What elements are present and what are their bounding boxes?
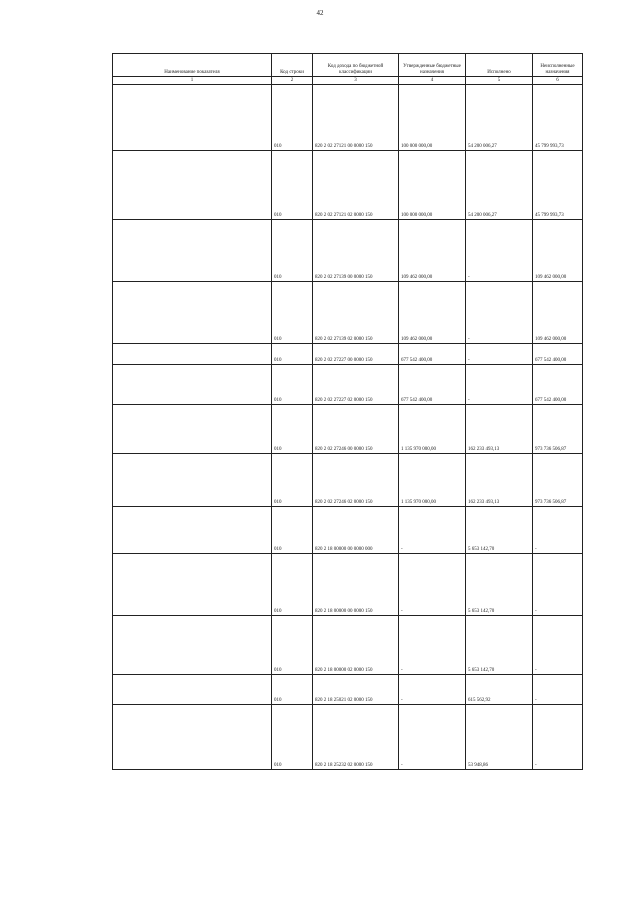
executed-cell: - [466, 220, 533, 282]
remaining-cell: 45 799 993,73 [533, 151, 583, 220]
approved-cell: - [399, 616, 466, 675]
executed-cell: 54 200 006,27 [466, 151, 533, 220]
line-code-cell: 010 [272, 282, 313, 344]
executed-cell: - [466, 344, 533, 365]
table-row [113, 344, 583, 365]
header-indicator-name: Наименование показателя [113, 54, 272, 77]
executed-cell: 54 200 006,27 [466, 85, 533, 151]
budget-code-cell: 820 2 02 27139 00 0000 150 [313, 220, 399, 282]
header-row [113, 54, 583, 77]
approved-cell: - [399, 705, 466, 770]
table-row [113, 220, 583, 282]
approved-cell: 100 000 000,00 [399, 85, 466, 151]
executed-cell: - [466, 282, 533, 344]
executed-cell: 5 653 142,70 [466, 616, 533, 675]
line-code-cell: 010 [272, 151, 313, 220]
remaining-cell: 45 799 993,73 [533, 85, 583, 151]
line-code-cell: 010 [272, 220, 313, 282]
approved-cell: - [399, 554, 466, 616]
remaining-cell: 973 736 506,87 [533, 405, 583, 454]
budget-code-cell: 820 2 02 27139 02 0000 150 [313, 282, 399, 344]
budget-code-cell: 820 2 02 27121 00 0000 150 [313, 85, 399, 151]
header-approved: Утвержденные бюджетные назначения [399, 54, 466, 77]
budget-code-cell: 820 2 02 27246 00 0000 150 [313, 405, 399, 454]
indicator-name-cell [113, 616, 272, 675]
column-number: 3 [313, 77, 399, 85]
indicator-name-cell [113, 344, 272, 365]
approved-cell: 1 135 970 000,00 [399, 454, 466, 507]
line-code-cell: 010 [272, 675, 313, 705]
approved-cell: 677 542 400,00 [399, 365, 466, 405]
table-row [113, 616, 583, 675]
indicator-name-cell [113, 554, 272, 616]
line-code-cell: 010 [272, 344, 313, 365]
remaining-cell: - [533, 675, 583, 705]
remaining-cell: 109 462 000,00 [533, 282, 583, 344]
executed-cell: 615 562,92 [466, 675, 533, 705]
header-line-code: Код строки [272, 54, 313, 77]
remaining-cell: - [533, 705, 583, 770]
budget-code-cell: 820 2 18 00000 02 0000 150 [313, 616, 399, 675]
indicator-name-cell [113, 675, 272, 705]
budget-code-cell: 820 2 02 27246 02 0000 150 [313, 454, 399, 507]
header-budget-code: Код дохода по бюджетной классификации [313, 54, 399, 77]
indicator-name-cell [113, 282, 272, 344]
executed-cell: 5 653 142,70 [466, 554, 533, 616]
column-number: 4 [399, 77, 466, 85]
remaining-cell: - [533, 616, 583, 675]
remaining-cell: 109 462 000,00 [533, 220, 583, 282]
indicator-name-cell [113, 507, 272, 554]
line-code-cell: 010 [272, 507, 313, 554]
header-remaining: Неисполненные назначения [533, 54, 583, 77]
indicator-name-cell [113, 85, 272, 151]
page-number: 42 [316, 9, 324, 17]
executed-cell: 162 233 493,13 [466, 405, 533, 454]
column-number: 2 [272, 77, 313, 85]
approved-cell: 677 542 400,00 [399, 344, 466, 365]
approved-cell: - [399, 675, 466, 705]
budget-code-cell: 820 2 18 00000 00 0000 150 [313, 554, 399, 616]
table-row [113, 85, 583, 151]
line-code-cell: 010 [272, 705, 313, 770]
line-code-cell: 010 [272, 554, 313, 616]
table-row [113, 282, 583, 344]
table-row [113, 554, 583, 616]
revenue-report-table [112, 53, 583, 770]
table-row [113, 405, 583, 454]
indicator-name-cell [113, 705, 272, 770]
table-row [113, 675, 583, 705]
budget-code-cell: 820 2 18 25021 02 0000 150 [313, 675, 399, 705]
indicator-name-cell [113, 365, 272, 405]
table-row [113, 454, 583, 507]
budget-code-cell: 820 2 18 25232 02 0000 150 [313, 705, 399, 770]
approved-cell: 100 000 000,00 [399, 151, 466, 220]
approved-cell: 109 462 000,00 [399, 282, 466, 344]
column-number: 1 [113, 77, 272, 85]
line-code-cell: 010 [272, 454, 313, 507]
column-number: 6 [533, 77, 583, 85]
table-row [113, 705, 583, 770]
column-numbers-row [113, 77, 583, 85]
indicator-name-cell [113, 151, 272, 220]
remaining-cell: 677 542 400,00 [533, 365, 583, 405]
budget-code-cell: 820 2 18 00000 00 0000 000 [313, 507, 399, 554]
line-code-cell: 010 [272, 405, 313, 454]
line-code-cell: 010 [272, 365, 313, 405]
budget-code-cell: 820 2 02 27227 00 0000 150 [313, 344, 399, 365]
indicator-name-cell [113, 454, 272, 507]
remaining-cell: 677 542 400,00 [533, 344, 583, 365]
executed-cell: - [466, 365, 533, 405]
executed-cell: 162 233 493,13 [466, 454, 533, 507]
approved-cell: - [399, 507, 466, 554]
table-row [113, 507, 583, 554]
line-code-cell: 010 [272, 616, 313, 675]
table-row [113, 151, 583, 220]
indicator-name-cell [113, 220, 272, 282]
budget-code-cell: 820 2 02 27227 02 0000 150 [313, 365, 399, 405]
executed-cell: 53 948,86 [466, 705, 533, 770]
line-code-cell: 010 [272, 85, 313, 151]
column-number: 5 [466, 77, 533, 85]
approved-cell: 1 135 970 000,00 [399, 405, 466, 454]
table-row [113, 365, 583, 405]
indicator-name-cell [113, 405, 272, 454]
approved-cell: 109 462 000,00 [399, 220, 466, 282]
remaining-cell: 973 736 506,87 [533, 454, 583, 507]
remaining-cell: - [533, 507, 583, 554]
executed-cell: 5 653 142,70 [466, 507, 533, 554]
remaining-cell: - [533, 554, 583, 616]
budget-code-cell: 820 2 02 27121 02 0000 150 [313, 151, 399, 220]
header-executed: Исполнено [466, 54, 533, 77]
